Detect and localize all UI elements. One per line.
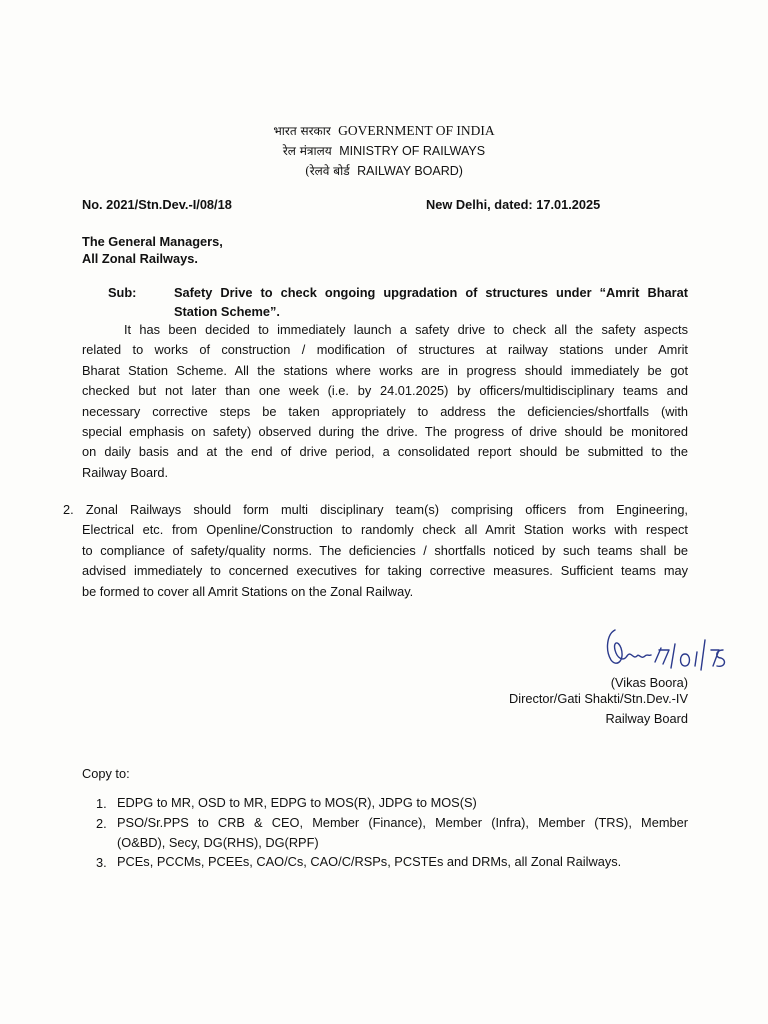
- paragraph-1-line: checked but not later than one week (i.e. by 24.01.2025) by officers/multidisciplinary teams and: [82, 383, 688, 399]
- copy-to-label: Copy to:: [82, 766, 130, 781]
- letterhead-government: [0, 121, 768, 141]
- signatory-office: Railway Board: [605, 711, 688, 726]
- paragraph-1-line: Railway Board.: [82, 464, 169, 480]
- copy-item-number: 1.: [96, 796, 107, 811]
- paragraph-1-line: on daily basis and at the end of drive period, a consolidated report should be submitted to the: [82, 444, 688, 460]
- letterhead-ministry: [0, 141, 768, 161]
- paragraph-2-line: 2. Zonal Railways should form multi disciplinary team(s) comprising officers from Engineering,: [63, 502, 688, 517]
- subject-line-2: Station Scheme”.: [174, 304, 280, 319]
- paragraph-1-line: Bharat Station Scheme. All the stations where works are in progress should immediately be got: [82, 362, 688, 378]
- paragraph-1-line: related to works of construction / modification of structures at railway stations under Amrit: [82, 342, 688, 358]
- copy-item-text: (O&BD), Secy, DG(RHS), DG(RPF): [117, 835, 319, 850]
- signatory-designation: Director/Gati Shakti/Stn.Dev.-IV: [509, 691, 688, 706]
- copy-item-number: 2.: [96, 816, 107, 831]
- paragraph-1-line: It has been decided to immediately launch a safety drive to check all the safety aspects: [124, 322, 688, 337]
- paragraph-2-line: advised immediately to concerned executives for taking corrective measures. Sufficient teams may: [82, 563, 688, 579]
- copy-item-number: 3.: [96, 855, 107, 870]
- copy-item-text: PSO/Sr.PPS to CRB & CEO, Member (Finance), Member (Infra), Member (TRS), Member: [117, 815, 688, 830]
- letterhead-english-1: GOVERNMENT OF INDIA: [338, 123, 495, 138]
- paragraph-2-line: Electrical etc. from Openline/Construction to randomly check all Amrit Station works with respect: [82, 522, 688, 538]
- reference-number: No. 2021/Stn.Dev.-I/08/18: [82, 197, 232, 212]
- paragraph-1-line: special emphasis on safety) observed during the drive. The progress of drive should be monitored: [82, 424, 688, 440]
- paragraph-2-line: be formed to cover all Amrit Stations on the Zonal Railway.: [82, 583, 414, 599]
- letterhead-hindi-2: रेल मंत्रालय: [282, 144, 332, 158]
- letterhead-hindi-3: (रेलवे बोर्ड: [305, 164, 350, 178]
- letterhead-english-3: RAILWAY BOARD): [357, 164, 463, 178]
- letterhead-board: [0, 161, 768, 181]
- paragraph-2-line: to compliance of safety/quality norms. The deficiencies / shortfalls noticed by such teams shall be: [82, 542, 688, 558]
- paragraph-1: [82, 320, 688, 483]
- signatory-name: (Vikas Boora): [610, 675, 688, 690]
- paragraph-1-line: necessary corrective steps be taken appropriately to address the deficiencies/shortfalls (with: [82, 403, 688, 419]
- addressee-line-1: The General Managers,: [82, 234, 223, 249]
- handwritten-signature: [603, 620, 733, 678]
- letterhead-english-2: MINISTRY OF RAILWAYS: [339, 144, 486, 158]
- paragraph-2: [63, 500, 688, 602]
- copy-item-text: PCEs, PCCMs, PCEEs, CAO/Cs, CAO/C/RSPs, PCSTEs and DRMs, all Zonal Railways.: [117, 854, 622, 869]
- addressee-line-2: All Zonal Railways.: [82, 251, 198, 266]
- place-date: New Delhi, dated: 17.01.2025: [426, 197, 601, 212]
- letterhead-hindi-1: भारत सरकार: [273, 124, 331, 138]
- subject-label: Sub:: [108, 285, 137, 300]
- subject-line-1: Safety Drive to check ongoing upgradation of structures under “Amrit Bharat: [174, 285, 688, 300]
- copy-item-text: EDPG to MR, OSD to MR, EDPG to MOS(R), JDPG to MOS(S): [117, 795, 477, 810]
